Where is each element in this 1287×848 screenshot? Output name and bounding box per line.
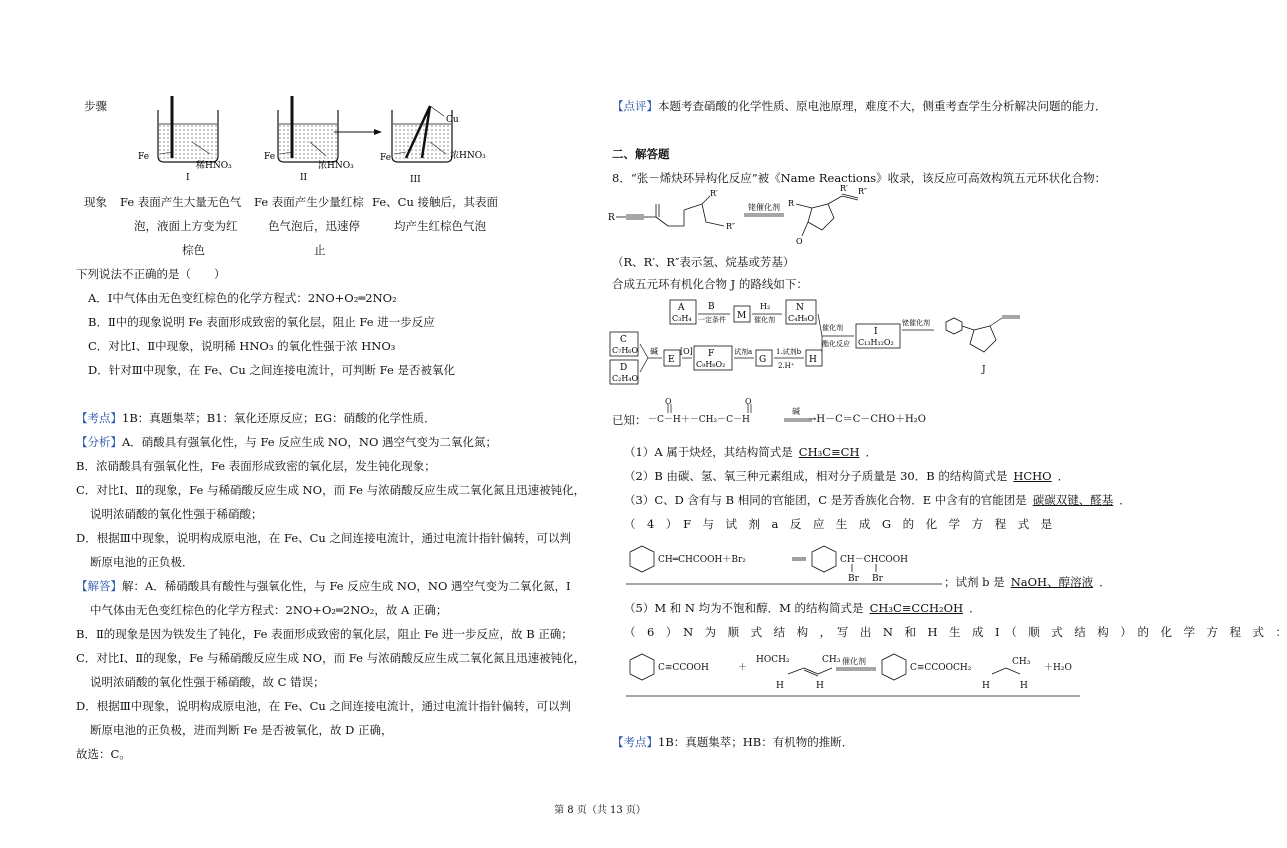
route-h-plus: 2.H⁺ (778, 362, 795, 370)
known-label: 已知： (612, 413, 647, 427)
experiment-beakers-figure (130, 92, 500, 192)
phenomena-c3-l1: Fe、Cu 接触后，其表面 (372, 195, 499, 209)
route-cat: 催化剂 (822, 324, 843, 332)
question-stem: 下列说法不正确的是（ ） (76, 267, 226, 281)
scheme-r2-product: R″ (858, 187, 868, 196)
phenomena-c2-l1: Fe 表面产生少量红棕 (254, 195, 364, 209)
route-n: N (796, 303, 804, 313)
q3-answer: 碳碳双键、醛基 (1032, 493, 1114, 507)
beaker-1-fe: Fe (138, 152, 150, 162)
q6-h3: H (982, 681, 990, 691)
kaodian-right (612, 734, 853, 750)
q6-h1: H (776, 681, 784, 691)
beaker-3-roman: III (410, 175, 421, 185)
q6-plus: ＋ (738, 663, 748, 673)
phenomena-c2-l2: 色气泡后，迅速停 (268, 219, 360, 233)
jieda-line-8: 故选：C。 (76, 747, 131, 761)
route-base: 碱 (650, 347, 658, 356)
kaodian-right-text: 1B：真题集萃；HB：有机物的推断． (658, 735, 854, 749)
dianping-text: 本题考查硝酸的化学性质、原电池原理，难度不大，侧重考查学生分析解决问题的能力． (658, 99, 1107, 113)
route-n-formula: C₄H₈O (788, 314, 815, 323)
beaker-1-roman: I (186, 173, 190, 183)
route-reag-b: 1.试剂b (776, 348, 802, 356)
svg-text:O: O (665, 397, 672, 406)
beaker-3-acid: 浓HNO₃ (450, 151, 486, 161)
q4-br2: Br (872, 574, 883, 584)
fenxi-line-4: 说明浓硝酸的氧化性强于稀硝酸； (90, 507, 263, 521)
phenomena-c1-l2: 泡，液面上方变为红 (134, 219, 238, 233)
svg-text:O: O (796, 237, 803, 246)
jieda-line-7: 断原电池的正负极，进而判断 Fe 是否被氧化，故 D 正确， (90, 723, 393, 737)
beaker-2-roman: II (300, 173, 308, 183)
route-reag-a: 试剂a (734, 348, 753, 356)
q4-left: CH═CHCOOH＋Br₂ (658, 555, 746, 565)
svg-text:O: O (745, 397, 752, 406)
beaker-2 (264, 96, 354, 183)
route-c-formula: C₇H₆O (612, 346, 639, 355)
jieda-line-1: 【解答】解：A．稀硝酸具有酸性与强氧化性，与 Fe 反应生成 NO，NO 遇空气变为二氧化氮，Ⅰ (76, 579, 571, 593)
route-b: B (708, 302, 715, 312)
svg-text:－C－H＋－CH₂－C－H: －C－H＋－CH₂－C－H (648, 415, 750, 425)
ene-yne-scheme (606, 186, 906, 252)
jieda-tag: 【解答】 (76, 579, 122, 593)
route-ester: 酯化反应 (822, 340, 850, 348)
phenomena-c1-l1: Fe 表面产生大量无色气 (120, 195, 242, 209)
route-i: I (874, 327, 878, 337)
q4-tail: ；试剂 b 是 NaOH、醇溶液 ． (944, 575, 1111, 589)
fenxi-line-2: B．浓硝酸具有强氧化性，Fe 表面形成致密的氧化层，发生钝化现象； (76, 459, 436, 473)
beaker-3-cu: Cu (446, 115, 459, 125)
kaodian-left (76, 410, 436, 426)
step-label: 步骤 (84, 99, 107, 113)
route-d-formula: C₂H₄O (612, 374, 639, 383)
route-i-formula: C₁₃H₁₂O₂ (858, 338, 894, 347)
q2: （2）B 由碳、氢、氧三种元素组成，相对分子质量是 30．B 的结构简式是 HCHO ． (624, 469, 1070, 483)
q6-cooh: C≡CCOOH (658, 663, 709, 673)
scheme-catalyst: 铑催化剂 (748, 203, 780, 212)
q4-stem: （ 4 ） F 与 试 剂 a 反 应 生 成 G 的 化 学 方 程 式 是 (624, 517, 1053, 531)
section-heading: 二、解答题 (612, 147, 670, 161)
route-d: D (620, 363, 628, 373)
route-intro: 合成五元环有机化合物 J 的路线如下： (612, 277, 808, 291)
option-a: A．Ⅰ中气体由无色变红棕色的化学方程式：2NO+O₂═2NO₂ (88, 291, 397, 305)
q6-ch3: CH₃ (822, 655, 841, 665)
route-j: J (982, 365, 986, 375)
route-g: G (759, 355, 767, 365)
scheme-r1-product: R′ (840, 184, 848, 193)
r-note: （R、R′、R″表示氢、烷基或芳基） (612, 255, 795, 269)
fenxi-line-5: D．根据Ⅲ中现象，说明构成原电池，在 Fe、Cu 之间连接电流计，通过电流计指针偏转，可以判 (76, 531, 571, 545)
route-h2-cond: 催化剂 (754, 316, 775, 324)
q6-h2: H (816, 681, 824, 691)
q6-water: ＋H₂O (1044, 663, 1072, 673)
phenomena-c1-l3: 棕色 (182, 243, 205, 257)
q4-equation (626, 538, 946, 592)
route-c: C (620, 335, 627, 345)
route-a: A (678, 303, 685, 313)
q4-right-top: CH－CHCOOH (840, 555, 908, 565)
q5: （5）M 和 N 均为不饱和醇．M 的结构简式是 CH₃C≡CCH₂OH ． (624, 601, 981, 615)
known-condition: 碱 (792, 407, 800, 416)
beaker-3 (380, 106, 486, 185)
fenxi-line-1: 【分析】A．硝酸具有强氧化性，与 Fe 反应生成 NO，NO 遇空气变为二氧化氮； (76, 435, 498, 449)
q2-answer: HCHO (1013, 469, 1052, 483)
option-b: B．Ⅱ中的现象说明 Fe 表面形成致密的氧化层，阻止 Fe 进一步反应 (88, 315, 435, 329)
q3: （3）C、D 含有与 B 相同的官能团，C 是芳香族化合物．E 中含有的官能团是 碳碳双键、醛基 ． (624, 493, 1131, 507)
dianping-line (612, 98, 1107, 114)
synthesis-route (610, 296, 1030, 384)
kaodian-tag: 【考点】 (76, 411, 122, 425)
q1-answer: CH₃C≡CH (798, 445, 860, 459)
beaker-2-fe: Fe (264, 152, 276, 162)
kaodian-right-tag: 【考点】 (612, 735, 658, 749)
page-footer: 第 8 页（共 13 页） (554, 805, 646, 816)
jieda-line-5: 说明浓硝酸的氧化性强于稀硝酸，故 C 错误； (90, 675, 325, 689)
q6-ch3-product: CH₃ (1012, 657, 1031, 667)
option-c: C．对比Ⅰ、Ⅱ中现象，说明稀 HNO₃ 的氧化性强于浓 HNO₃ (88, 339, 396, 353)
known-tail: →H－C＝C－CHO＋H₂O (808, 414, 926, 425)
phenomena-label: 现象 (84, 195, 107, 209)
scheme-r2: R″ (726, 222, 736, 231)
scheme-r-product: R (788, 199, 795, 208)
route-e: E (668, 355, 675, 365)
beaker-1 (138, 96, 232, 183)
fenxi-line-6: 断原电池的正负极． (90, 555, 194, 569)
beaker-1-acid: 稀HNO₃ (196, 161, 232, 171)
q6-hoch2: HOCH₂ (756, 655, 790, 665)
scheme-r: R (608, 213, 615, 223)
route-m: M (737, 311, 747, 321)
q6-h4: H (1020, 681, 1028, 691)
phenomena-c2-l3: 止 (314, 243, 326, 257)
scheme-r1: R′ (710, 189, 718, 198)
q4-answer: NaOH、醇溶液 (1010, 575, 1094, 589)
jieda-line-2: 中气体由无色变红棕色的化学方程式：2NO+O₂═2NO₂，故 A 正确； (90, 603, 448, 617)
q6-equation (626, 646, 1086, 700)
route-h2: H₂ (760, 302, 771, 311)
jieda-line-4: C．对比Ⅰ、Ⅱ的现象，Fe 与稀硝酸反应生成 NO，而 Fe 与浓硝酸反应生成二氧化氮且迅速被钝化， (76, 651, 586, 665)
q5-answer: CH₃C≡CCH₂OH (869, 601, 964, 615)
route-a-formula: C₃H₄ (672, 314, 692, 323)
route-f-formula: C₉H₈O₂ (696, 360, 726, 369)
q8-stem: 8．“张－烯炔环异构化反应”被《Name Reactions》收录，该反应可高效构筑五元环状化合物： (612, 171, 1107, 185)
dianping-tag: 【点评】 (612, 99, 658, 113)
route-f: F (708, 349, 715, 359)
q6-stem: （ 6 ） N 为 顺 式 结 构 ， 写 出 N 和 H 生 成 I （ 顺 式 结 构 ） 的 化 学 方 程 式 ： (624, 625, 1287, 639)
fenxi-line-3: C．对比Ⅰ、Ⅱ的现象，Fe 与稀硝酸反应生成 NO，而 Fe 与浓硝酸反应生成二氧化氮且迅速被钝化， (76, 483, 586, 497)
q4-br1: Br (848, 574, 859, 584)
jieda-line-3: B．Ⅱ的现象是因为铁发生了钝化，Fe 表面形成致密的氧化层，阻止 Fe 进一步反应，故 B 正确； (76, 627, 573, 641)
q6-cat: 催化剂 (842, 657, 866, 666)
fenxi-tag: 【分析】 (76, 435, 122, 449)
beaker-3-fe: Fe (380, 153, 392, 163)
beaker-2-acid: 浓HNO₃ (318, 161, 354, 171)
route-b-cond: 一定条件 (698, 316, 726, 324)
q6-ester: C≡CCOOCH₂ (910, 663, 972, 673)
route-ox: [O] (680, 347, 693, 356)
kaodian-text: 1B：真题集萃；B1：氧化还原反应；EG：硝酸的化学性质． (122, 411, 436, 425)
route-h: H (809, 355, 817, 365)
q1: （1）A 属于炔烃，其结构简式是 CH₃C≡CH ． (624, 445, 877, 459)
jieda-line-6: D．根据Ⅲ中现象，说明构成原电池，在 Fe、Cu 之间连接电流计，通过电流计指针偏转，可以判 (76, 699, 571, 713)
phenomena-c3-l2: 均产生红棕色气泡 (394, 219, 486, 233)
option-d: D．针对Ⅲ中现象，在 Fe、Cu 之间连接电流计，可判断 Fe 是否被氧化 (88, 363, 455, 377)
route-rh: 铑催化剂 (902, 319, 930, 327)
